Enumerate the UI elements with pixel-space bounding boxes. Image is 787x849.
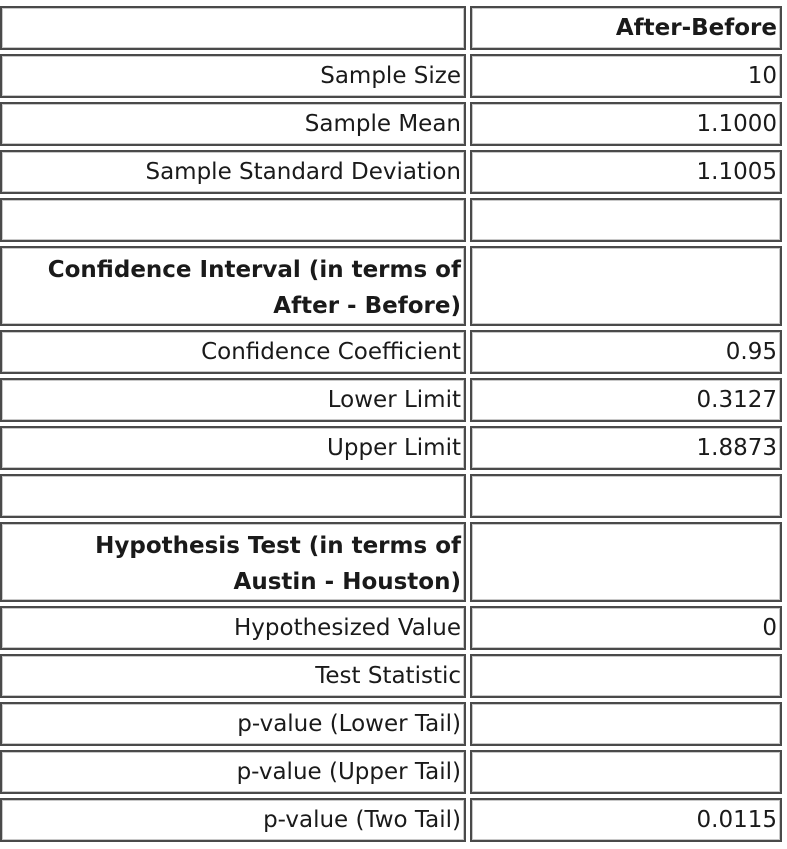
table-row-sample-std-dev [0,150,787,194]
header-label-cell [0,6,466,50]
section-header-confidence-interval [0,246,787,326]
row-label: p-value (Upper Tail) [0,750,466,794]
row-value: 0 [470,606,782,650]
row-label: Confidence Coefficient [0,330,466,374]
row-label [0,198,466,242]
row-value [470,654,782,698]
table-row-sample-mean [0,102,787,146]
row-value [470,474,782,518]
row-value: 1.1000 [470,102,782,146]
table-row-blank [0,198,787,242]
row-value: 1.8873 [470,426,782,470]
row-label [0,474,466,518]
row-value: 1.1005 [470,150,782,194]
section-title: Hypothesis Test (in terms of Austin - Houston) [0,522,466,602]
table-row-p-value-lower-tail [0,702,787,746]
table-row-upper-limit [0,426,787,470]
row-label: p-value (Two Tail) [0,798,466,842]
table-row-sample-size [0,54,787,98]
row-value [470,198,782,242]
row-label: Sample Size [0,54,466,98]
row-label: Test Statistic [0,654,466,698]
table-row-test-statistic [0,654,787,698]
table-row-lower-limit [0,378,787,422]
column-header-after-before: After-Before [470,6,782,50]
table-row-p-value-upper-tail [0,750,787,794]
table-row-hypothesized-value [0,606,787,650]
row-label: Upper Limit [0,426,466,470]
row-label: Hypothesized Value [0,606,466,650]
row-label: Lower Limit [0,378,466,422]
row-value: 0.95 [470,330,782,374]
row-value [470,702,782,746]
row-value: 0.3127 [470,378,782,422]
row-value [470,750,782,794]
row-label: Sample Standard Deviation [0,150,466,194]
table-row-p-value-two-tail [0,798,787,842]
table-row-blank [0,474,787,518]
table-row-confidence-coefficient [0,330,787,374]
row-value: 10 [470,54,782,98]
row-label: p-value (Lower Tail) [0,702,466,746]
table-header-row [0,6,787,50]
section-header-hypothesis-test [0,522,787,602]
row-label: Sample Mean [0,102,466,146]
section-title: Confidence Interval (in terms of After - Before) [0,246,466,326]
row-value [470,522,782,602]
row-value: 0.0115 [470,798,782,842]
row-value [470,246,782,326]
